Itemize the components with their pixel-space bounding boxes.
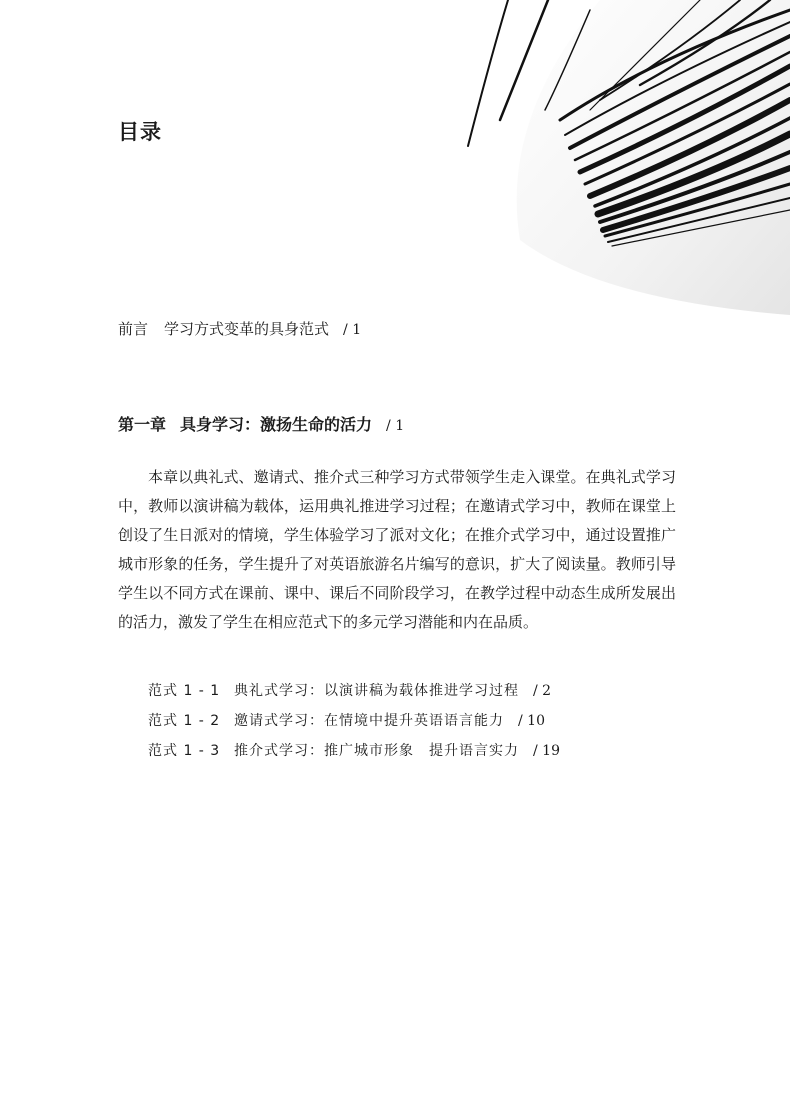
toc-entry-paradigm-1-3[interactable] [148, 736, 560, 766]
preface-label: 前言 [118, 320, 149, 338]
paradigm-page-number: / 19 [533, 743, 560, 759]
chapter-summary: 本章以典礼式、邀请式、推介式三种学习方式带领学生走入课堂。在典礼式学习中，教师以演讲稿为载体，运用典礼推进学习过程；在邀请式学习中，教师在课堂上创设了生日派对的情境，学生体验学习了派对文化；在推介式学习中，通过设置推广城市形象的任务，学生提升了对英语旅游名片编写的意识，扩大了阅读量。教师引导学生以不同方式在课前、课中、课后不同阶段学习，在教学过程中动态生成所发展出的活力，激发了学生在相应范式下的多元学习潜能和内在品质。 [118, 468, 676, 631]
preface-page-number: / 1 [343, 322, 362, 338]
paradigm-code: 范式 1 - 3 [148, 743, 221, 759]
paradigm-page-number: / 10 [518, 713, 545, 729]
paradigm-page-number: / 2 [533, 683, 552, 699]
decorative-page-curl-graphic [0, 0, 790, 340]
preface-title: 学习方式变革的具身范式 [164, 320, 330, 338]
paradigm-code: 范式 1 - 2 [148, 713, 221, 729]
toc-entry-paradigm-1-1[interactable] [148, 676, 560, 706]
paradigm-title: 推介式学习：推广城市形象 提升语言实力 [234, 743, 519, 759]
chapter-page-number: / 1 [386, 418, 405, 434]
toc-entry-preface[interactable] [118, 318, 361, 339]
chapter-title: 具身学习：激扬生命的活力 [180, 415, 373, 434]
toc-entry-paradigm-1-2[interactable] [148, 706, 560, 736]
page-title: 目录 [118, 120, 162, 144]
chapter-label: 第一章 [118, 415, 167, 434]
paradigm-list [148, 676, 560, 766]
paradigm-title: 典礼式学习：以演讲稿为载体推进学习过程 [234, 683, 519, 699]
toc-entry-chapter-1[interactable] [118, 412, 404, 435]
paradigm-code: 范式 1 - 1 [148, 683, 221, 699]
paradigm-title: 邀请式学习：在情境中提升英语语言能力 [234, 713, 504, 729]
